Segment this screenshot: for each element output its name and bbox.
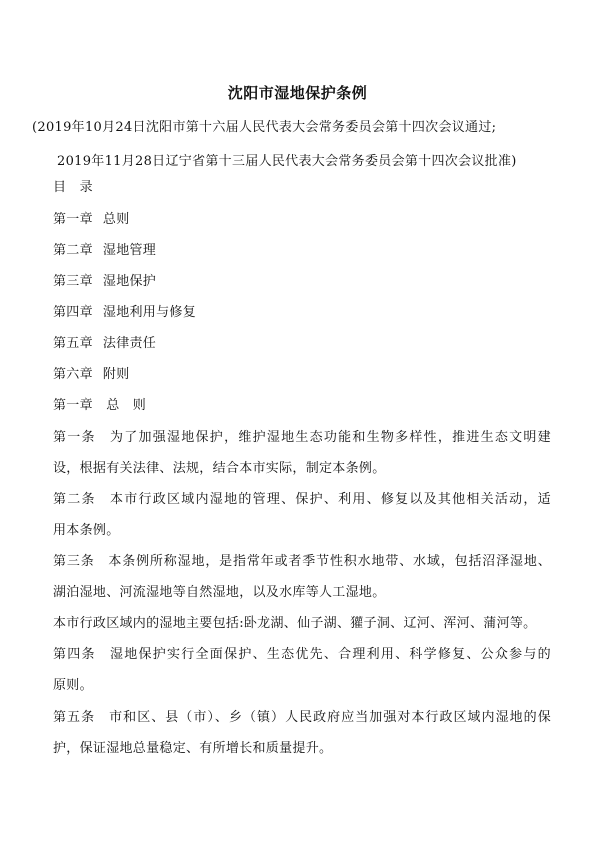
toc-item-chapter3 — [53, 272, 551, 292]
toc-chapter-name: 湿地管理 — [102, 243, 157, 258]
toc-chapter-name: 湿地利用与修复 — [102, 305, 197, 320]
toc-item-chapter5 — [53, 334, 551, 354]
article4-line2: 原则。 — [53, 678, 93, 693]
document-title: 沈阳市湿地保护条例 — [227, 84, 368, 102]
article2-line1: 第二条 本市行政区域内湿地的管理、保护、利用、修复以及其他相关活动，适 — [53, 492, 551, 507]
article1-line1: 第一条 为了加强湿地保护，维护湿地生态功能和生物多样性，推进生态文明建 — [53, 430, 551, 445]
toc-chapter-number: 第六章 — [53, 367, 93, 382]
toc-chapter-name: 湿地保护 — [102, 274, 157, 289]
article5-line1: 第五条 市和区、县（市）、乡（镇）人民政府应当加强对本行政区域内湿地的保 — [53, 710, 551, 725]
toc-chapter-name: 法律责任 — [102, 336, 157, 351]
article1-line2: 设，根据有关法律、法规，结合本市实际，制定本条例。 — [53, 461, 386, 476]
toc-chapter-number: 第五章 — [53, 336, 93, 351]
toc-chapter-name: 总则 — [102, 212, 130, 227]
toc-chapter-number: 第四章 — [53, 305, 93, 320]
article4-line1: 第四条 湿地保护实行全面保护、生态优先、合理利用、科学修复、公众参与的 — [53, 647, 551, 662]
toc-item-chapter4 — [53, 303, 551, 323]
document-subtitle-line1: (2019年10月24日沈阳市第十六届人民代表大会常务委员会第十四次会议通过; — [32, 120, 497, 135]
toc-chapter-number: 第一章 — [53, 212, 93, 227]
article5-line2: 护，保证湿地总量稳定、有所增长和质量提升。 — [53, 741, 333, 756]
article3-line2: 湖泊湿地、河流湿地等自然湿地，以及水库等人工湿地。 — [53, 585, 386, 600]
toc-heading: 目 录 — [53, 180, 93, 195]
chapter1-heading: 第一章 总 则 — [53, 398, 147, 413]
toc-chapter-number: 第二章 — [53, 243, 93, 258]
toc-chapter-number: 第三章 — [53, 274, 93, 289]
toc-item-chapter2 — [53, 241, 551, 261]
toc-chapter-name: 附则 — [102, 367, 130, 382]
article3-line3: 本市行政区域内的湿地主要包括:卧龙湖、仙子湖、獾子洞、辽河、浑河、蒲河等。 — [53, 616, 537, 631]
article3-line1: 第三条 本条例所称湿地，是指常年或者季节性积水地带、水域，包括沼泽湿地、 — [53, 554, 551, 569]
toc-item-chapter1 — [53, 210, 551, 230]
article2-line2: 用本条例。 — [53, 523, 120, 538]
document-subtitle-line2: 2019年11月28日辽宁省第十三届人民代表大会常务委员会第十四次会议批准) — [57, 154, 517, 169]
toc-item-chapter6 — [53, 365, 551, 385]
